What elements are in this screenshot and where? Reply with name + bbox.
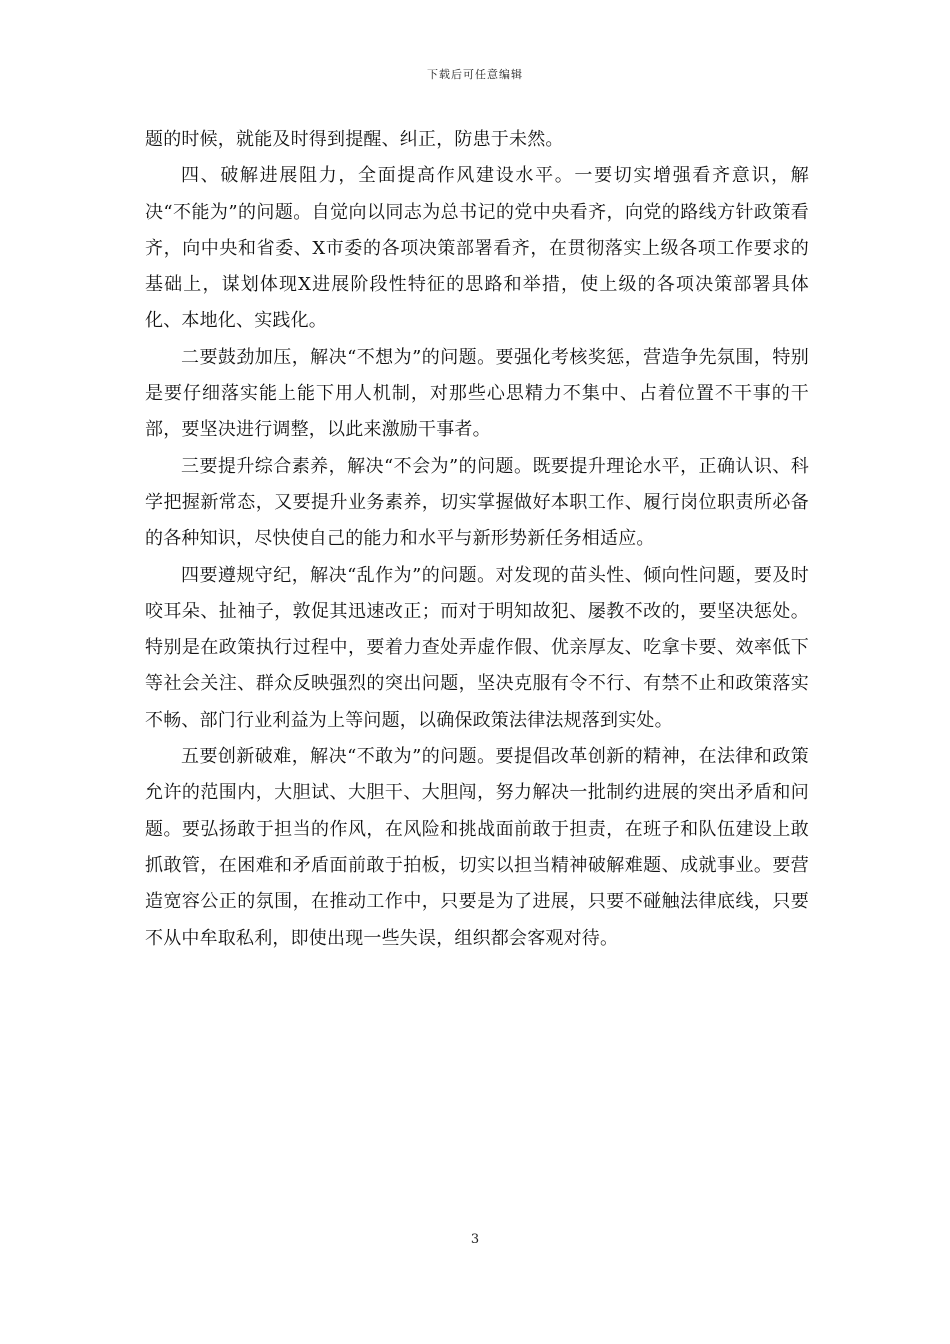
header-note: 下载后可任意编辑 [427, 68, 523, 81]
body-text [145, 122, 809, 957]
paragraph-point-three: 三要提升综合素养，解决“不会为”的问题。既要提升理论水平，正确认识、科学把握新常态，又要提升业务素养，切实掌握做好本职工作、履行岗位职责所必备的各种知识，尽快使自己的能力和水平与新形势新任务相适应。 [145, 455, 809, 550]
page-number: 3 [470, 1232, 480, 1247]
paragraph-section-four: 四、破解进展阻力，全面提高作风建设水平。一要切实增强看齐意识，解决“不能为”的问题。自觉向以同志为总书记的党中央看齐，向党的路线方针政策看齐，向中央和省委、X市委的各项决策部署看齐，在贯彻落实上级各项工作要求的基础上，谋划体现X进展阶段性特征的思路和举措，使上级的各项决策部署具体化、本地化、实践化。 [145, 165, 809, 332]
paragraph-continuation: 题的时候，就能及时得到提醒、纠正，防患于未然。 [145, 129, 564, 150]
paragraph-point-two: 二要鼓劲加压，解决“不想为”的问题。要强化考核奖惩，营造争先氛围，特别是要仔细落实能上能下用人机制，对那些心思精力不集中、占着位置不干事的干部，要坚决进行调整，以此来激励干事者。 [145, 346, 809, 441]
paragraph-point-five: 五要创新破难，解决“不敢为”的问题。要提倡改革创新的精神，在法律和政策允许的范围内，大胆试、大胆干、大胆闯，努力解决一批制约进展的突出矛盾和问题。要弘扬敢于担当的作风，在风险和挑战面前敢于担责，在班子和队伍建设上敢抓敢管，在困难和矛盾面前敢于拍板，切实以担当精神破解难题、成就事业。要营造宽容公正的氛围，在推动工作中，只要是为了进展，只要不碰触法律底线，只要不从中牟取私利，即使出现一些失误，组织都会客观对待。 [145, 746, 809, 949]
paragraph-point-four: 四要遵规守纪，解决“乱作为”的问题。对发现的苗头性、倾向性问题，要及时咬耳朵、扯袖子，敦促其迅速改正；而对于明知故犯、屡教不改的，要坚决惩处。特别是在政策执行过程中，要着力查处弄虚作假、优亲厚友、吃拿卡要、效率低下等社会关注、群众反映强烈的突出问题，坚决克服有令不行、有禁不止和政策落实不畅、部门行业利益为上等问题，以确保政策法律法规落到实处。 [145, 564, 809, 731]
